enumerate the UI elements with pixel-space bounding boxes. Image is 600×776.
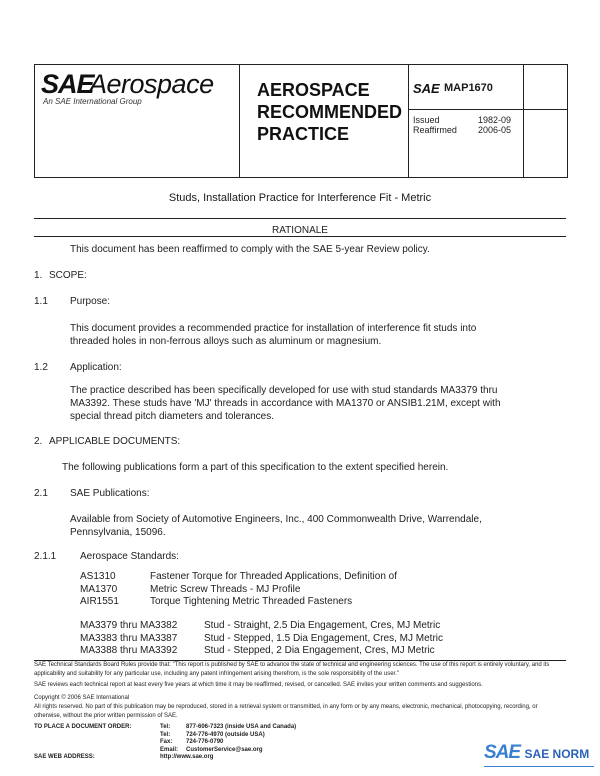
tel-outside-usa: 724-776-4970 (outside USA) (186, 731, 265, 738)
stud-code: MA3388 thru MA3392 (80, 645, 178, 656)
footer-copyright: Copyright © 2006 SAE International (34, 695, 130, 701)
stud-code: MA3379 thru MA3382 (80, 620, 178, 631)
section-title-purpose: Purpose: (70, 296, 111, 307)
stud-desc: Stud - Straight, 2.5 Dia Engagement, Cres, MJ Metric (204, 620, 441, 631)
fax-number: 724-776-0790 (186, 739, 224, 745)
paragraph-line: threaded holes in non-ferrous alloys such as aluminum or magnesium. (70, 336, 382, 347)
web-label: SAE WEB ADDRESS: (34, 754, 95, 760)
section-number: 2.1.1 (34, 551, 57, 562)
issued-label: Issued (413, 115, 440, 125)
stud-desc: Stud - Stepped, 1.5 Dia Engagement, Cres, MJ Metric (204, 632, 443, 644)
paragraph-line: special thread pitch diameters and tolerances. (70, 411, 275, 422)
document-subject: Studs, Installation Practice for Interference Fit - Metric (168, 192, 432, 204)
tel-inside-usa: 877-606-7323 (inside USA and Canada) (186, 724, 297, 730)
stud-desc: Stud - Stepped, 2 Dia Engagement, Cres, MJ Metric (204, 645, 435, 656)
paragraph-line: This document provides a recommended practice for installation of interference fit studs into (70, 323, 477, 334)
rationale-rule (34, 236, 566, 237)
reaffirmed-date: 2006-05 (478, 125, 512, 135)
table-row (80, 620, 443, 633)
order-label: TO PLACE A DOCUMENT ORDER: (34, 724, 132, 730)
rationale-heading: RATIONALE (272, 225, 328, 236)
standard-desc: Metric Screw Threads - MJ Profile (150, 583, 301, 595)
section-title-aerospace-standards: Aerospace Standards: (80, 551, 179, 562)
section-number: 1.1 (34, 296, 48, 307)
section-number: 2. (34, 436, 43, 447)
subject-rule (34, 218, 566, 219)
section-number: 1. (34, 270, 43, 281)
sae-mark: SAE (413, 81, 440, 96)
footer-rights-text: All rights reserved. No part of this publication may be reproduced, stored in a retrieval system or transmitted, in any form or by any means, electronic, mechanical, photocopying, recording, or otherwise, without the prior written permission of SAE. (34, 704, 538, 719)
standards-table (80, 571, 397, 609)
header-rule (408, 109, 567, 110)
document-type-title: AEROSPACE RECOMMENDED PRACTICE (257, 80, 403, 144)
badge-underline (484, 766, 594, 767)
order-contact-table (34, 724, 296, 762)
studs-table (80, 620, 443, 658)
header-divider (408, 65, 409, 177)
standard-code: AIR1551 (80, 596, 119, 607)
header-divider (239, 65, 240, 177)
standard-code: MA1370 (80, 583, 118, 595)
issued-date: 1982-09 (478, 115, 512, 125)
tel-label: Tel: (160, 731, 171, 738)
logo-subtitle: An SAE International Group (43, 97, 142, 106)
paragraph-line: Available from Society of Automotive Engineers, Inc., 400 Commonwealth Drive, Warrendale, (70, 514, 482, 525)
standard-desc: Fastener Torque for Threaded Applications, Definition of (150, 571, 398, 582)
document-header (34, 64, 568, 178)
stud-code: MA3383 thru MA3387 (80, 632, 178, 644)
footer-rules-text: SAE Technical Standards Board Rules provide that: "This report is published by SAE to advance the state of technical and engineering sciences. The use of this report is entirely voluntary, and its applicability and suitability for any particular use, including any patent infringement arising therefrom, is the sole responsibility of the user." (34, 662, 550, 677)
email-label: Email: (160, 746, 179, 753)
section-number: 1.2 (34, 362, 48, 373)
email-address[interactable]: CustomerService@sae.org (186, 746, 263, 753)
paragraph-line: The practice described has been specifically developed for use with stud standards MA3379 thru (70, 385, 498, 396)
section-title-scope: SCOPE: (49, 270, 87, 281)
section-title-applicable-documents: APPLICABLE DOCUMENTS: (49, 436, 181, 447)
section-title-sae-publications: SAE Publications: (70, 488, 150, 499)
web-address[interactable]: http://www.sae.org (160, 754, 214, 760)
fax-label: Fax: (160, 739, 173, 745)
sae-norm-text: SAE NORM (524, 747, 590, 761)
paragraph-line: Pennsylvania, 15096. (70, 527, 166, 538)
footer-review-text: SAE reviews each technical report at least every five years at which time it may be reaffirmed, revised, or cancelled. SAE invites your written comments and suggestions. (34, 682, 483, 688)
aerospace-logo-text: Aerospace (89, 69, 214, 99)
document-number: MAP1670 (444, 82, 493, 94)
paragraph-line: The following publications form a part of this specification to the extent specified herein. (62, 462, 449, 473)
table-row (80, 645, 443, 658)
sae-norm-badge (484, 742, 594, 772)
section-number: 2.1 (34, 488, 48, 499)
table-row (80, 633, 443, 646)
paragraph-line: MA3392. These studs have 'MJ' threads in accordance with MA1370 or ANSIB1.21M, except with (70, 398, 501, 409)
sae-norm-logo: SAE (484, 742, 521, 763)
rationale-text: This document has been reaffirmed to comply with the SAE 5-year Review policy. (70, 244, 430, 255)
header-divider (523, 65, 524, 177)
standard-code: AS1310 (80, 571, 116, 582)
section-title-application: Application: (70, 362, 122, 373)
tel-label: Tel: (160, 724, 171, 730)
reaffirmed-label: Reaffirmed (413, 125, 457, 135)
table-row (80, 571, 397, 584)
table-row (80, 596, 397, 609)
standard-desc: Torque Tightening Metric Threaded Fasteners (150, 596, 353, 607)
table-row (80, 584, 397, 597)
sae-logo: SAE (41, 69, 94, 99)
